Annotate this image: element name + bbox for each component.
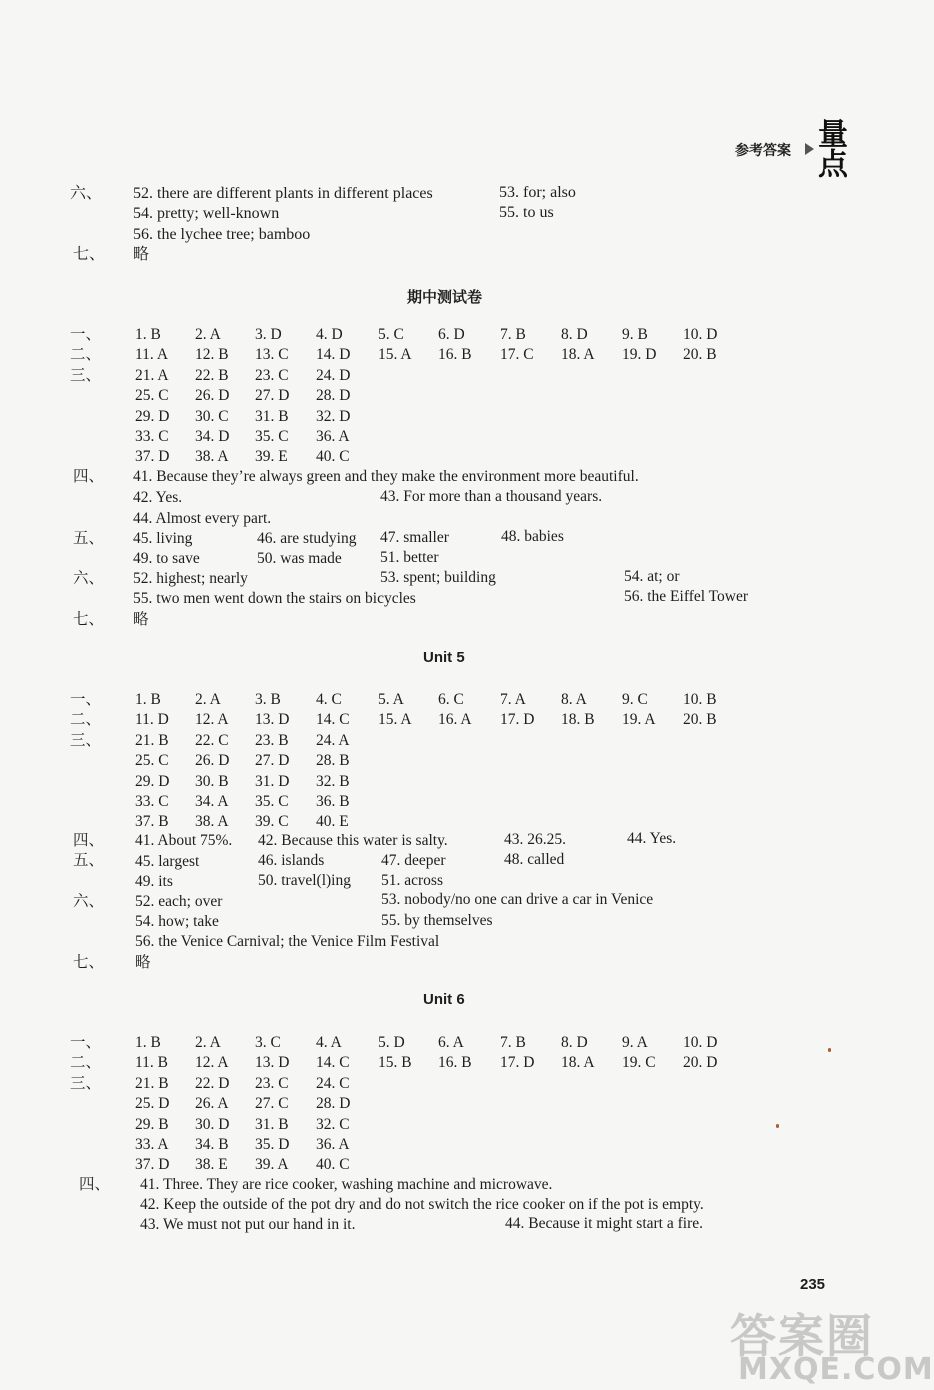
answer: 35. C [255, 427, 289, 445]
answer: 8. D [561, 326, 588, 343]
answer: 51. across [381, 872, 443, 889]
answer: 14. D [316, 346, 351, 363]
answer: 32. D [316, 407, 351, 425]
answer: 20. B [683, 346, 717, 363]
answer: 53. for; also [499, 184, 576, 201]
answer: 17. D [500, 711, 535, 728]
answer: 34. A [195, 792, 229, 810]
answer: 43. 26.25. [504, 831, 566, 848]
answer: 37. D [135, 448, 170, 466]
answer: 36. B [316, 792, 350, 810]
answer: 25. C [135, 752, 169, 770]
answer: 略 [135, 954, 151, 971]
answer: 1. B [135, 691, 161, 708]
answer: 38. E [195, 1156, 228, 1174]
answer: 39. E [255, 448, 288, 466]
answer: 12. A [195, 711, 229, 728]
answer: 26. D [195, 752, 230, 770]
section-label: 六、 [73, 570, 105, 587]
answer: 46. islands [258, 852, 325, 869]
answer: 40. E [316, 813, 349, 831]
answer: 35. C [255, 792, 289, 810]
answer: 22. D [195, 1075, 230, 1092]
section-title: Unit 6 [423, 991, 465, 1008]
answer: 4. C [316, 691, 342, 708]
answer: 11. A [135, 346, 169, 363]
answer: 41. Three. They are rice cooker, washing machine and microwave. [140, 1176, 553, 1193]
section-label: 四、 [73, 832, 105, 849]
brand-logo: 量点 [812, 118, 847, 178]
answer: 3. B [255, 691, 281, 708]
answer: 34. D [195, 427, 230, 445]
answer: 19. A [622, 711, 656, 728]
answer: 17. D [500, 1054, 535, 1071]
answer: 23. B [255, 732, 289, 749]
answer: 54. pretty; well-known [133, 205, 280, 222]
answer: 5. A [378, 691, 404, 708]
section-label: 二、 [70, 711, 102, 728]
answer: 19. C [622, 1054, 656, 1071]
answer: 51. better [380, 549, 439, 566]
answer: 25. D [135, 1095, 170, 1113]
answer: 50. travel(l)ing [258, 872, 351, 889]
answer: 11. D [135, 711, 169, 728]
section-label: 四、 [73, 468, 105, 485]
scan-speck [828, 1048, 831, 1052]
answer: 21. B [135, 732, 169, 749]
answer: 28. D [316, 1095, 351, 1113]
answer: 29. D [135, 407, 170, 425]
answer: 30. B [195, 772, 229, 790]
answer: 20. D [683, 1054, 718, 1071]
section-title: Unit 5 [423, 649, 465, 666]
answer: 42. Because this water is salty. [258, 832, 448, 849]
answer: 28. D [316, 387, 351, 405]
answer: 53. spent; building [380, 569, 496, 586]
answer: 29. D [135, 772, 170, 790]
answer: 14. C [316, 1054, 350, 1071]
watermark-url: MXQE.COM [738, 1352, 934, 1387]
answer: 15. B [378, 1054, 412, 1071]
answer: 3. D [255, 326, 282, 343]
answer: 47. deeper [381, 852, 446, 869]
section-label: 七、 [73, 246, 106, 263]
section-label: 五、 [73, 530, 105, 547]
answer: 30. C [195, 407, 229, 425]
answer: 37. B [135, 813, 169, 831]
answer: 18. A [561, 346, 595, 363]
answer: 31. B [255, 407, 289, 425]
answer: 33. A [135, 1135, 169, 1153]
answer: 52. highest; nearly [133, 570, 248, 587]
answer: 52. each; over [135, 893, 223, 910]
answer: 7. B [500, 1034, 526, 1051]
answer: 39. C [255, 813, 289, 831]
answer: 32. B [316, 772, 350, 790]
answer: 2. A [195, 1034, 221, 1051]
answer: 18. B [561, 711, 595, 728]
answer: 52. there are different plants in different places [133, 185, 433, 202]
answer: 47. smaller [380, 529, 449, 546]
answer: 21. A [135, 367, 169, 384]
answer: 6. A [438, 1034, 464, 1051]
answer: 19. D [622, 346, 657, 363]
answer: 41. Because they’re always green and they make the environment more beautiful. [133, 468, 639, 485]
answer: 48. called [504, 851, 565, 868]
answer: 37. D [135, 1156, 170, 1174]
section-label: 一、 [70, 326, 102, 343]
answer: 24. A [316, 732, 350, 749]
answer: 4. A [316, 1034, 342, 1051]
answer: 48. babies [501, 528, 564, 545]
answer: 56. the Venice Carnival; the Venice Film Festival [135, 933, 440, 950]
answer: 54. how; take [135, 913, 219, 930]
answer: 42. Keep the outside of the pot dry and do not switch the rice cooker on if the pot is empty. [140, 1196, 704, 1213]
answer: 18. A [561, 1054, 595, 1071]
answer: 12. B [195, 346, 229, 363]
answer: 14. C [316, 711, 350, 728]
section-label: 六、 [70, 185, 103, 202]
answer: 44. Yes. [627, 830, 677, 847]
answer: 11. B [135, 1054, 169, 1071]
answer: 8. D [561, 1034, 588, 1051]
answer: 44. Because it might start a fire. [505, 1215, 703, 1232]
answer: 26. A [195, 1095, 229, 1113]
answer: 44. Almost every part. [133, 510, 272, 527]
section-label: 二、 [70, 1054, 102, 1071]
answer: 24. D [316, 367, 351, 384]
answer: 38. A [195, 448, 229, 466]
answer: 25. C [135, 387, 169, 405]
answer: 40. C [316, 1156, 350, 1174]
answer: 16. A [438, 711, 472, 728]
answer: 50. was made [257, 550, 342, 567]
answer: 29. B [135, 1115, 169, 1133]
page-number: 235 [800, 1276, 826, 1293]
answer: 7. B [500, 326, 526, 343]
answer: 略 [133, 611, 149, 628]
answer: 35. D [255, 1135, 290, 1153]
answer: 26. D [195, 387, 230, 405]
answer: 46. are studying [257, 530, 357, 547]
answer: 40. C [316, 448, 350, 466]
answer: 22. B [195, 367, 229, 384]
answer: 34. B [195, 1135, 229, 1153]
answer: 32. C [316, 1115, 350, 1133]
answer: 27. D [255, 752, 290, 770]
header-label: 参考答案 [735, 143, 791, 159]
answer: 43. We must not put our hand in it. [140, 1216, 356, 1233]
answer: 2. A [195, 326, 221, 343]
answer: 16. B [438, 1054, 472, 1071]
answer: 39. A [255, 1156, 289, 1174]
answer: 31. D [255, 772, 290, 790]
section-label: 三、 [70, 367, 102, 384]
scan-speck [776, 1124, 779, 1128]
section-label: 三、 [70, 732, 102, 749]
answer: 56. the lychee tree; bamboo [133, 226, 311, 243]
answer: 45. living [133, 530, 193, 547]
answer: 22. C [195, 732, 229, 749]
answer: 55. to us [499, 204, 554, 221]
answer: 9. C [622, 691, 648, 708]
answer: 49. its [135, 873, 173, 890]
answer: 55. by themselves [381, 912, 493, 929]
answer: 27. D [255, 387, 290, 405]
answer: 38. A [195, 813, 229, 831]
answer: 13. D [255, 711, 290, 728]
answer: 31. B [255, 1115, 289, 1133]
answer: 6. C [438, 691, 464, 708]
answer: 8. A [561, 691, 587, 708]
answer: 3. C [255, 1034, 281, 1051]
answer: 1. B [135, 1034, 161, 1051]
answer: 36. A [316, 427, 350, 445]
answer: 15. A [378, 711, 412, 728]
answer: 23. C [255, 1075, 289, 1092]
answer: 24. C [316, 1075, 350, 1092]
answer: 27. C [255, 1095, 289, 1113]
answer: 4. D [316, 326, 343, 343]
answer: 21. B [135, 1075, 169, 1092]
answer: 10. D [683, 1034, 718, 1051]
answer: 23. C [255, 367, 289, 384]
answer: 49. to save [133, 550, 200, 567]
answer: 33. C [135, 427, 169, 445]
answer: 5. D [378, 1034, 405, 1051]
answer: 54. at; or [624, 568, 680, 585]
answer: 12. A [195, 1054, 229, 1071]
section-label: 一、 [70, 691, 102, 708]
answer: 17. C [500, 346, 534, 363]
answer: 5. C [378, 326, 404, 343]
section-label: 二、 [70, 346, 102, 363]
answer: 1. B [135, 326, 161, 343]
answer: 10. D [683, 326, 718, 343]
answer: 20. B [683, 711, 717, 728]
answer: 7. A [500, 691, 526, 708]
answer: 42. Yes. [133, 489, 183, 506]
answer: 33. C [135, 792, 169, 810]
section-label: 四、 [79, 1176, 111, 1193]
answer: 9. B [622, 326, 648, 343]
answer: 53. nobody/no one can drive a car in Venice [381, 891, 654, 908]
section-label: 六、 [73, 893, 105, 910]
answer: 2. A [195, 691, 221, 708]
answer: 43. For more than a thousand years. [380, 488, 603, 505]
answer: 9. A [622, 1034, 648, 1051]
answer: 13. D [255, 1054, 290, 1071]
section-label: 五、 [73, 852, 105, 869]
watermark-logo: 答案圈 [730, 1309, 874, 1363]
answer: 55. two men went down the stairs on bicycles [133, 590, 416, 607]
answer: 41. About 75%. [135, 832, 233, 849]
answer: 16. B [438, 346, 472, 363]
answer: 15. A [378, 346, 412, 363]
section-label: 七、 [73, 611, 105, 628]
section-label: 七、 [73, 954, 105, 971]
answer: 10. B [683, 691, 717, 708]
answer: 45. largest [135, 853, 200, 870]
section-title: 期中测试卷 [407, 289, 483, 306]
answer: 13. C [255, 346, 289, 363]
section-label: 一、 [70, 1034, 102, 1051]
answer: 6. D [438, 326, 465, 343]
answer: 56. the Eiffel Tower [624, 588, 749, 605]
section-label: 三、 [70, 1075, 102, 1092]
answer: 30. D [195, 1115, 230, 1133]
answer: 28. B [316, 752, 350, 770]
answer: 略 [133, 246, 150, 263]
answer: 36. A [316, 1135, 350, 1153]
